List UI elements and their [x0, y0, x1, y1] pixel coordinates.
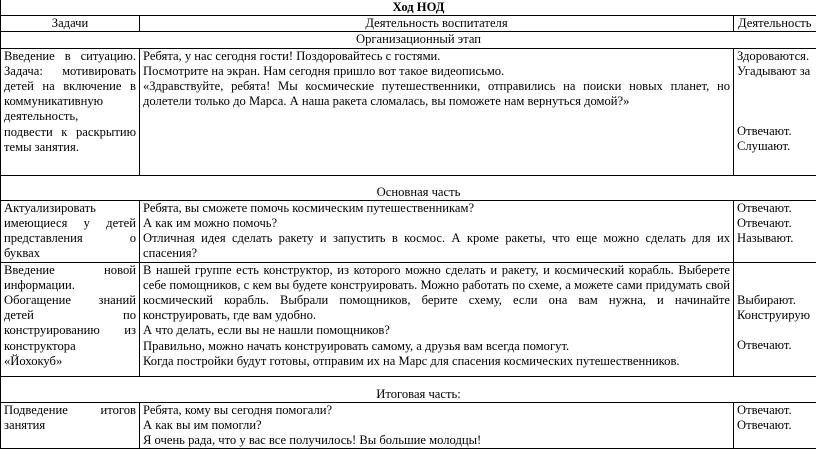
task-cell	[1, 402, 140, 449]
section-final: Итоговая часть:	[1, 376, 816, 402]
teacher-line: Я очень рада, что у вас все получилось! Вы большие молодцы!	[143, 433, 482, 448]
children-line: Отвечают.	[737, 216, 792, 231]
task-cell	[1, 48, 140, 175]
header-teacher-activity: Деятельность воспитателя	[140, 16, 734, 32]
task-line: Подведение итогов	[4, 402, 136, 417]
teacher-cell	[140, 262, 734, 376]
children-cell	[734, 200, 816, 262]
teacher-line: Ребята, у нас сегодня гости! Поздоровайтесь с гостями.	[143, 48, 441, 63]
teacher-cell	[140, 200, 734, 262]
children-cell	[734, 48, 816, 175]
task-line: Введение в ситуацию.	[4, 48, 136, 63]
task-line: конструированию из	[4, 323, 136, 338]
task-line: детей на включение в	[4, 79, 136, 94]
task-line: детей по	[4, 308, 136, 323]
task-cell	[1, 262, 140, 376]
children-line: Выбирают.	[737, 292, 796, 307]
teacher-line: А что делать, если вы не нашли помощников?	[143, 323, 390, 338]
teacher-line: Отличная идея сделать ракету и запустить в космос. А кроме ракеты, что еще можно сделать для их спасения?	[143, 231, 730, 261]
children-line: Отвечают.	[737, 338, 792, 353]
teacher-line: В нашей группе есть конструктор, из которого можно сделать и ракету, и космический корабль. Выберете себе помощников, с кем вы будете конструировать. Можно работать по схеме, а можете сами придумать свой космический корабль. Выбрали помощников, берите схему, если она вам нужна, и начинайте конструировать, где вам удобно.	[143, 262, 730, 323]
table-row-intro	[1, 48, 816, 175]
task-line: имеющиеся у детей	[4, 216, 136, 231]
children-line: Слушают.	[737, 139, 791, 154]
task-line: занятия	[4, 418, 46, 433]
children-line: Называют.	[737, 231, 794, 246]
teacher-line: Ребята, кому вы сегодня помогали?	[143, 402, 333, 417]
task-line: подвести к раскрытию	[4, 124, 136, 139]
children-line: Отвечают.	[737, 124, 792, 139]
table-title: Ход НОД	[1, 0, 816, 16]
task-line: представления о	[4, 231, 136, 246]
children-line: Отвечают.	[737, 200, 792, 215]
task-line: конструктора	[4, 338, 76, 353]
children-cell	[734, 402, 816, 449]
header-children-activity: Деятельность	[734, 16, 816, 32]
task-cell	[1, 200, 140, 262]
task-line: коммуникативную	[4, 94, 104, 109]
task-line: «Йохокуб»	[4, 353, 63, 368]
task-line: Обогащение знаний	[4, 293, 136, 308]
task-line: буквах	[4, 246, 41, 261]
table-row-actualize	[1, 200, 816, 262]
teacher-line: Посмотрите на экран. Нам сегодня пришло вот такое видеописьмо.	[143, 63, 505, 78]
teacher-cell	[140, 48, 734, 175]
section-organizational: Организационный этап	[1, 32, 816, 48]
teacher-cell	[140, 402, 734, 449]
teacher-line: «Здравствуйте, ребята! Мы космические путешественники, отправились на поиски новых планет, но долетели только до Марса. А наша ракета сломалась, вы поможете нам вернуться домой?»	[143, 79, 730, 109]
children-line: Конструирую	[737, 307, 811, 322]
teacher-line: Ребята, вы сможете помочь космическим путешественникам?	[143, 200, 475, 215]
children-line: Отвечают.	[737, 402, 792, 417]
teacher-line: А как им можно помочь?	[143, 216, 278, 231]
task-line: темы занятия.	[4, 139, 79, 154]
task-line: информации.	[4, 277, 75, 292]
header-tasks: Задачи	[1, 16, 140, 32]
children-line: Отвечают.	[737, 418, 792, 433]
task-line: Актуализировать	[4, 200, 96, 215]
task-line: деятельность,	[4, 109, 79, 124]
section-main: Основная часть	[1, 175, 816, 200]
teacher-line: Когда постройки будут готовы, отправим их на Марс для спасения космических путешественников.	[143, 353, 680, 368]
teacher-line: Правильно, можно начать конструировать самому, а друзья вам всегда помогут.	[143, 338, 570, 353]
children-line: Угадывают за	[737, 63, 811, 78]
task-line: Введение новой	[4, 262, 136, 277]
children-line: Здороваются.	[737, 48, 810, 63]
table-row-summary	[1, 402, 816, 449]
table-row-new-info	[1, 262, 816, 376]
task-line: Задача: мотивировать	[4, 63, 136, 78]
teacher-line: А как вы им помогли?	[143, 418, 262, 433]
children-cell	[734, 262, 816, 376]
